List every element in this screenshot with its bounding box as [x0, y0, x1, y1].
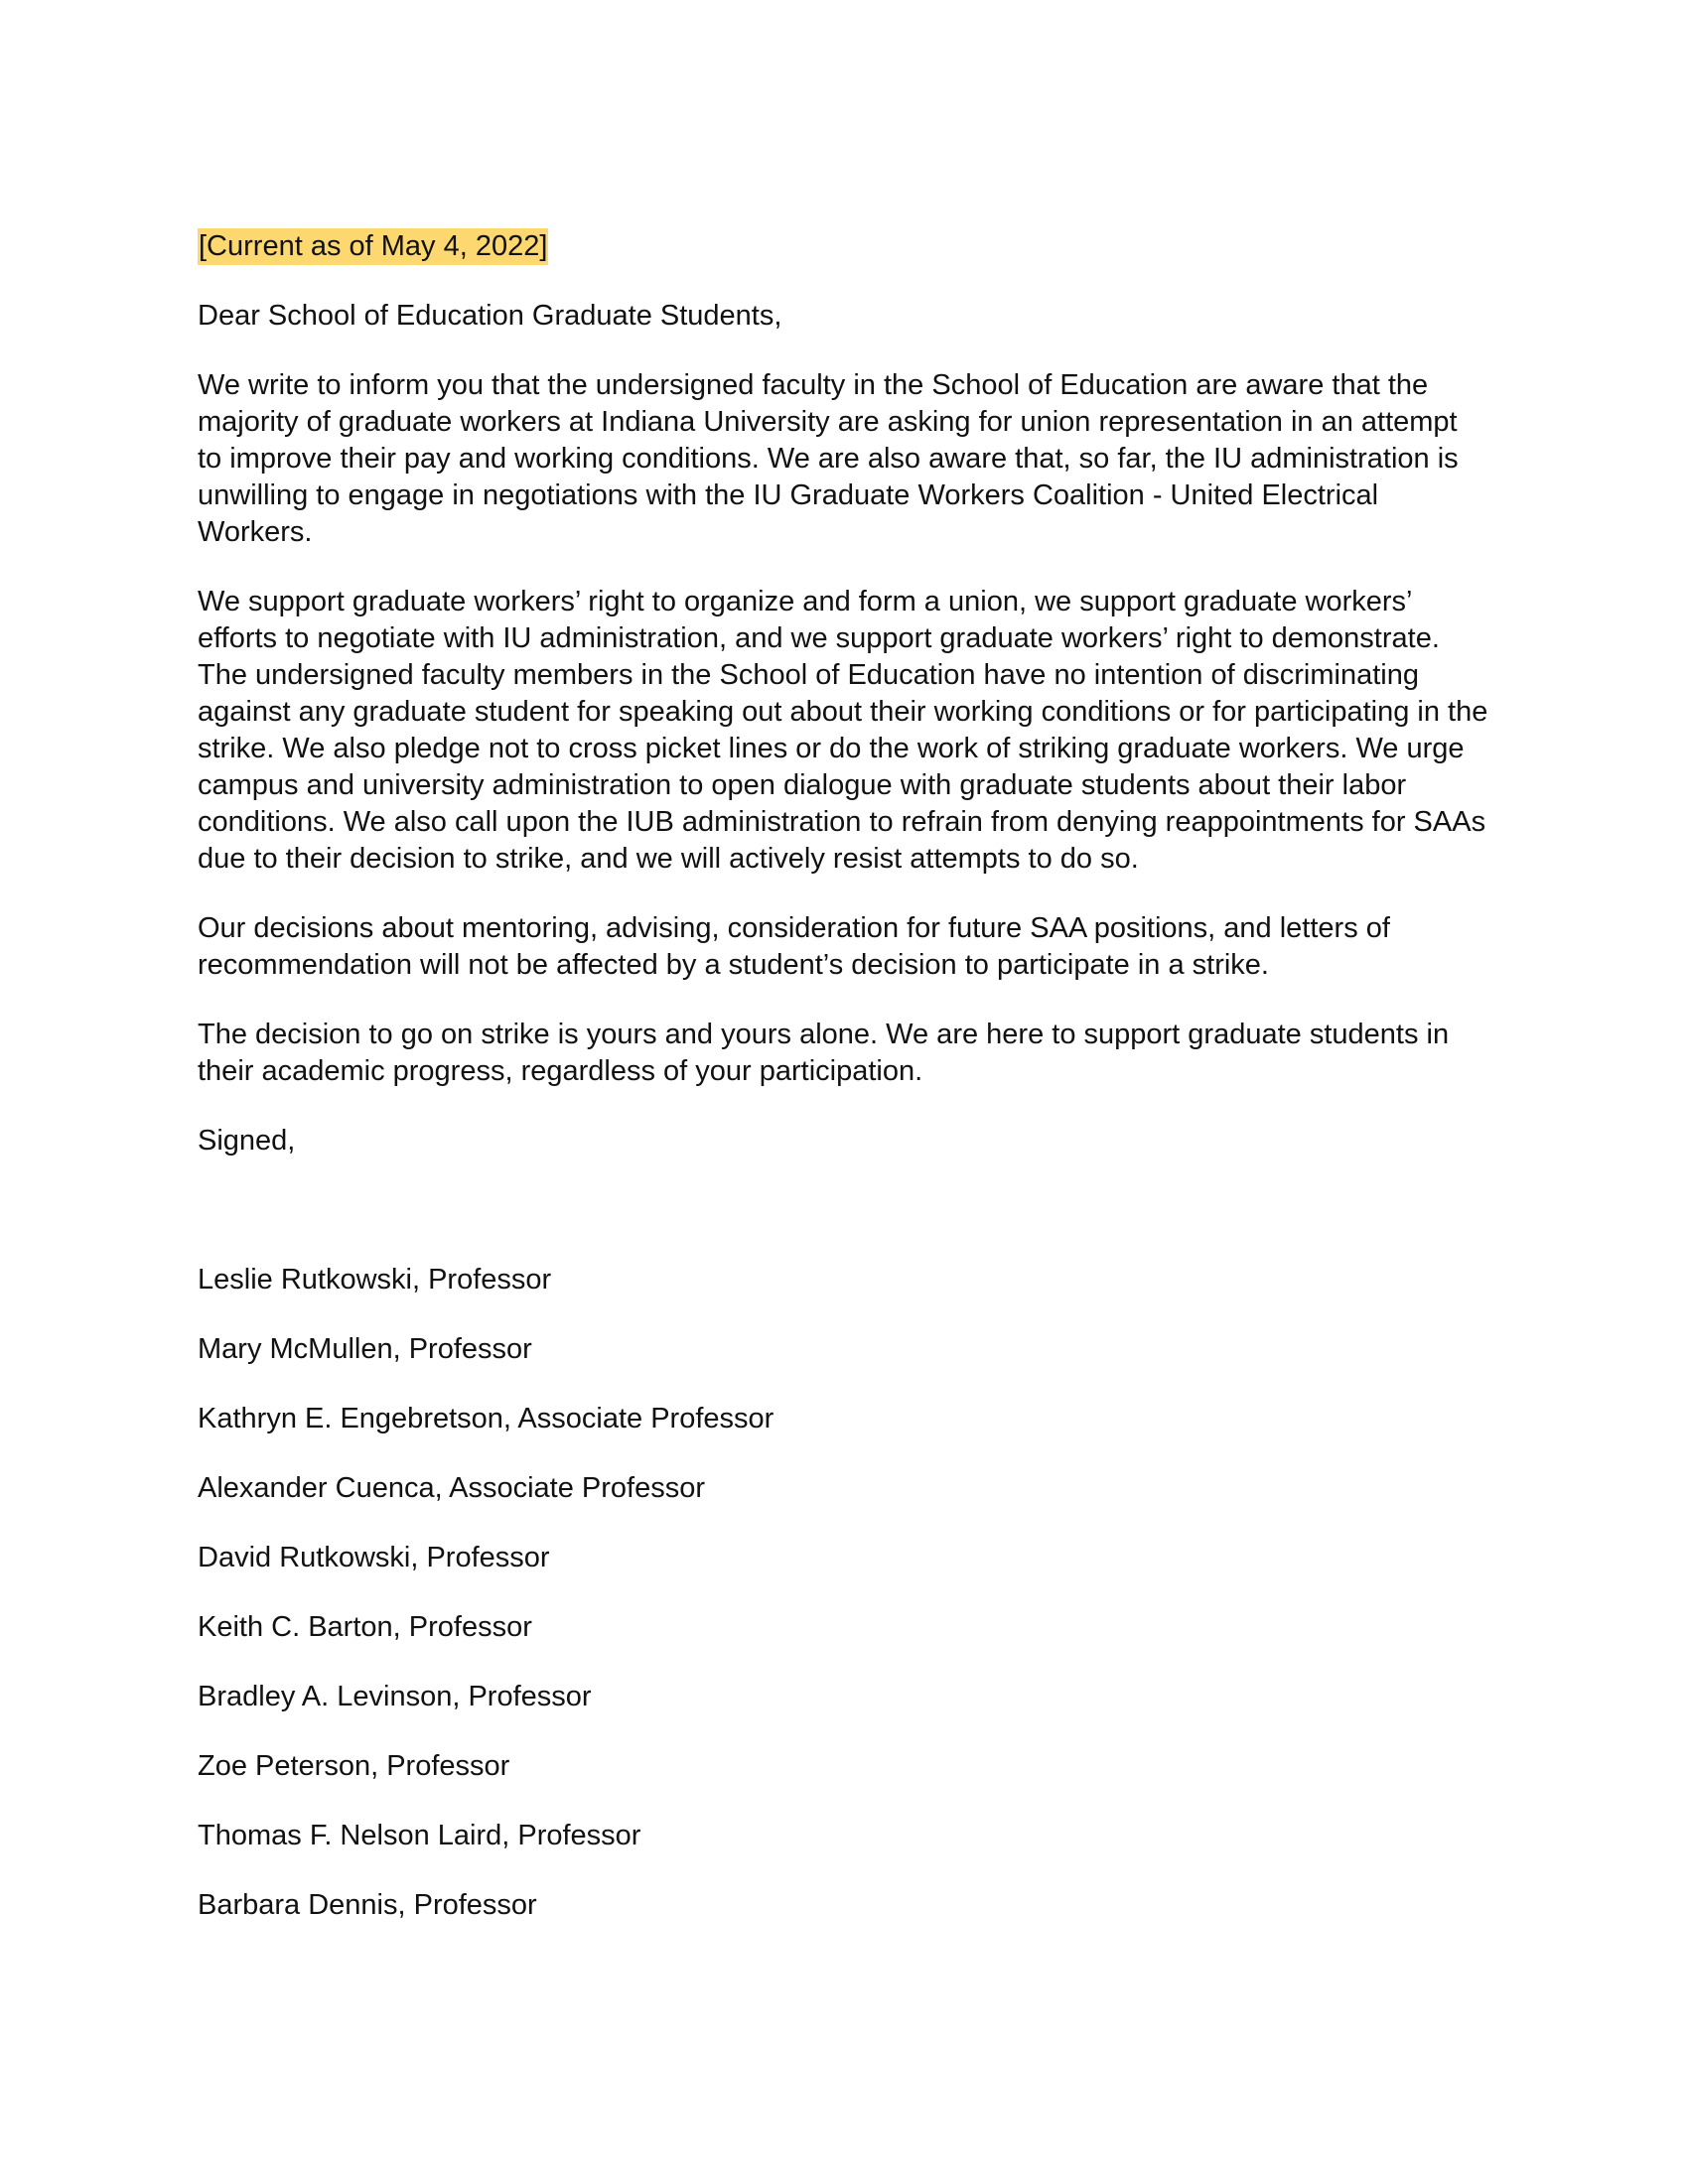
signatory: Zoe Peterson, Professor — [198, 1750, 510, 1782]
signatory-list — [198, 1262, 1488, 1957]
signatory: Barbara Dennis, Professor — [198, 1889, 537, 1921]
status-line — [198, 228, 1488, 265]
letter-body — [198, 228, 1488, 1957]
signatory: Kathryn E. Engebretson, Associate Professor — [198, 1403, 774, 1434]
signatory: Bradley A. Levinson, Professor — [198, 1681, 592, 1712]
signatory: Leslie Rutkowski, Professor — [198, 1264, 552, 1296]
signatory: David Rutkowski, Professor — [198, 1542, 550, 1573]
paragraph-support: We support graduate workers’ right to organize and form a union, we support graduate workers’ efforts to negotiate with IU administration, and we support graduate workers’ right to demonstrate. The undersigned faculty members in the School of Education have no intention of discriminating against any graduate student for speaking out about their working conditions or for participating in the strike. We also pledge not to cross picket lines or do the work of striking graduate workers. We urge campus and university administration to open dialogue with graduate students about their labor conditions. We also call upon the IUB administration to refrain from denying reappointments for SAAs due to their decision to strike, and we will actively resist attempts to do so. — [198, 586, 1488, 875]
closing: Signed, — [198, 1125, 296, 1157]
signatory: Alexander Cuenca, Associate Professor — [198, 1472, 705, 1504]
paragraph-choice: The decision to go on strike is yours and yours alone. We are here to support graduate students in their academic progress, regardless of your participation. — [198, 1019, 1450, 1087]
signatory: Thomas F. Nelson Laird, Professor — [198, 1820, 641, 1851]
salutation: Dear School of Education Graduate Students, — [198, 300, 782, 332]
signatory: Keith C. Barton, Professor — [198, 1611, 532, 1643]
paragraph-awareness: We write to inform you that the undersigned faculty in the School of Education are aware that the majority of graduate workers at Indiana University are asking for union representation in an attempt to improve their pay and working conditions. We are also aware that, so far, the IU administration is unwilling to engage in negotiations with the IU Graduate Workers Coalition - United Electrical Workers. — [198, 369, 1459, 548]
status-badge: [Current as of May 4, 2022] — [198, 228, 548, 265]
signatory: Mary McMullen, Professor — [198, 1333, 532, 1365]
paragraph-decisions: Our decisions about mentoring, advising, consideration for future SAA positions, and letters of recommendation will not be affected by a student’s decision to participate in a strike. — [198, 912, 1390, 981]
